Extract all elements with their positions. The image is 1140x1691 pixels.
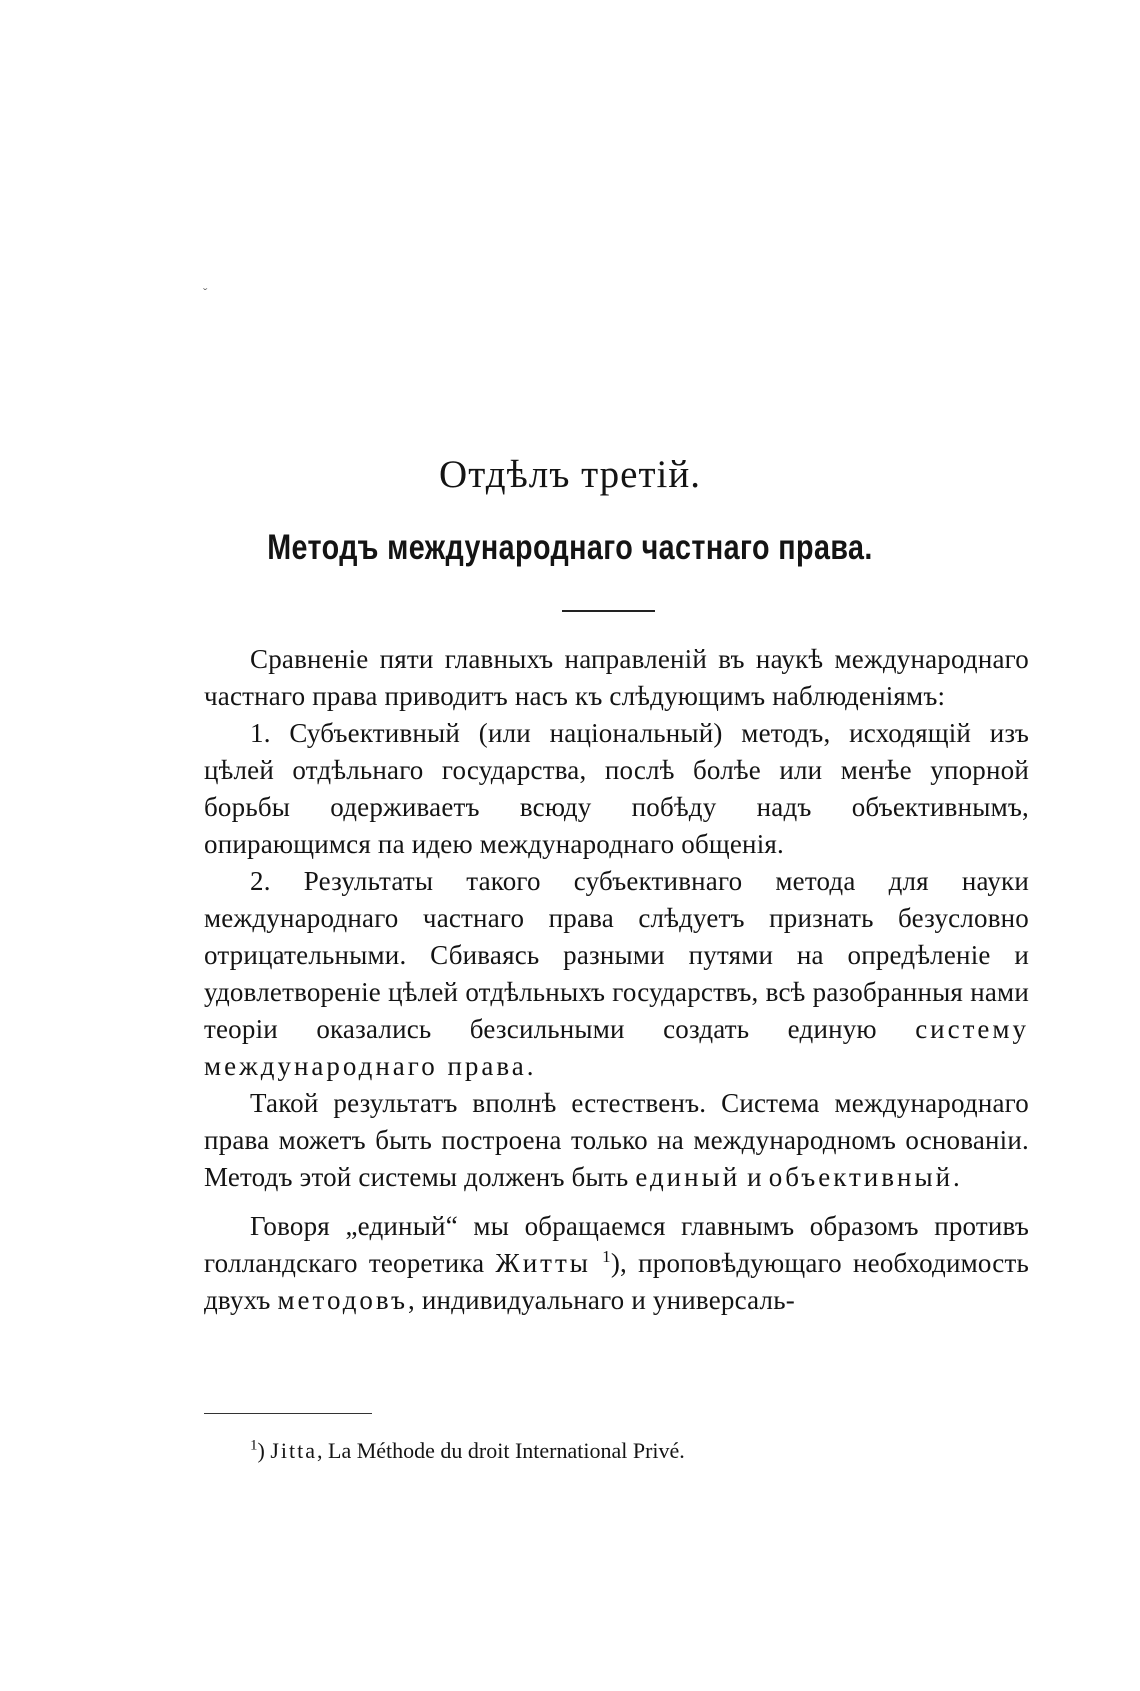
paragraph-5-text: Говоря „единый“ мы обращаемся главнымъ образомъ противъ голландскаго теоретика [204,1211,1029,1278]
paragraph-1: Сравненіе пяти главныхъ направленій въ наукѣ международнаго частнаго права приводитъ насъ къ слѣдующимъ наблюденіямъ: [204,644,1029,711]
title-divider [562,610,655,612]
paragraph-5-middle: ), проповѣдующаго необходимость двухъ [204,1248,1029,1315]
body-text [204,641,1029,1319]
paragraph-3-text: 2. Результаты такого субъективнаго метода для науки международнаго частнаго права слѣдуетъ признать безусловно отрицательными. Сбиваясь разными путями на опредѣленіе и удовлетвореніе цѣлей отдѣльныхъ государствъ, всѣ разобранныя нами теоріи оказались безсильными создать единую [204,866,1029,1044]
footnote-text: , La Méthode du droit International Privé. [317,1438,685,1463]
paragraph-3-spaced: систему международнаго права. [204,1014,1029,1081]
section-heading: Отдѣлъ третій. [439,453,701,496]
paragraph-2: 1. Субъективный (или національный) методъ, исходящій изъ цѣлей отдѣльнаго государства, послѣ болѣе или менѣе упорной борьбы одерживаетъ всюду побѣду надъ объективнымъ, опирающимся па идею международнаго общенія. [204,718,1029,859]
footnote-reference: 1 [602,1247,611,1266]
paragraph-4-conj: и [747,1162,762,1192]
emphasis-single: единый [635,1162,741,1192]
footnote-mark: 1 [250,1437,258,1454]
emphasis-objective: объективный. [768,1162,963,1192]
paragraph-4-text: Такой результатъ вполнѣ естественъ. Система международнаго права можетъ быть построена только на международномъ основаніи. Методъ этой системы долженъ быть [204,1088,1029,1192]
author-name: Житты [495,1248,591,1278]
paragraph-4 [204,1085,1029,1196]
emphasis-methods: методовъ [277,1285,408,1315]
paragraph-5 [204,1208,1029,1319]
print-speck: ˇ [203,285,208,300]
section-title: Методъ международнаго частнаго права. [267,528,873,567]
paragraph-3 [204,863,1029,1085]
footnote-paren: ) [257,1438,265,1463]
footnote [250,1436,685,1466]
footnote-author: Jitta [270,1438,317,1463]
paragraph-5-tail: , индивидуальнаго и универсаль- [407,1285,795,1315]
footnote-divider [204,1413,372,1414]
